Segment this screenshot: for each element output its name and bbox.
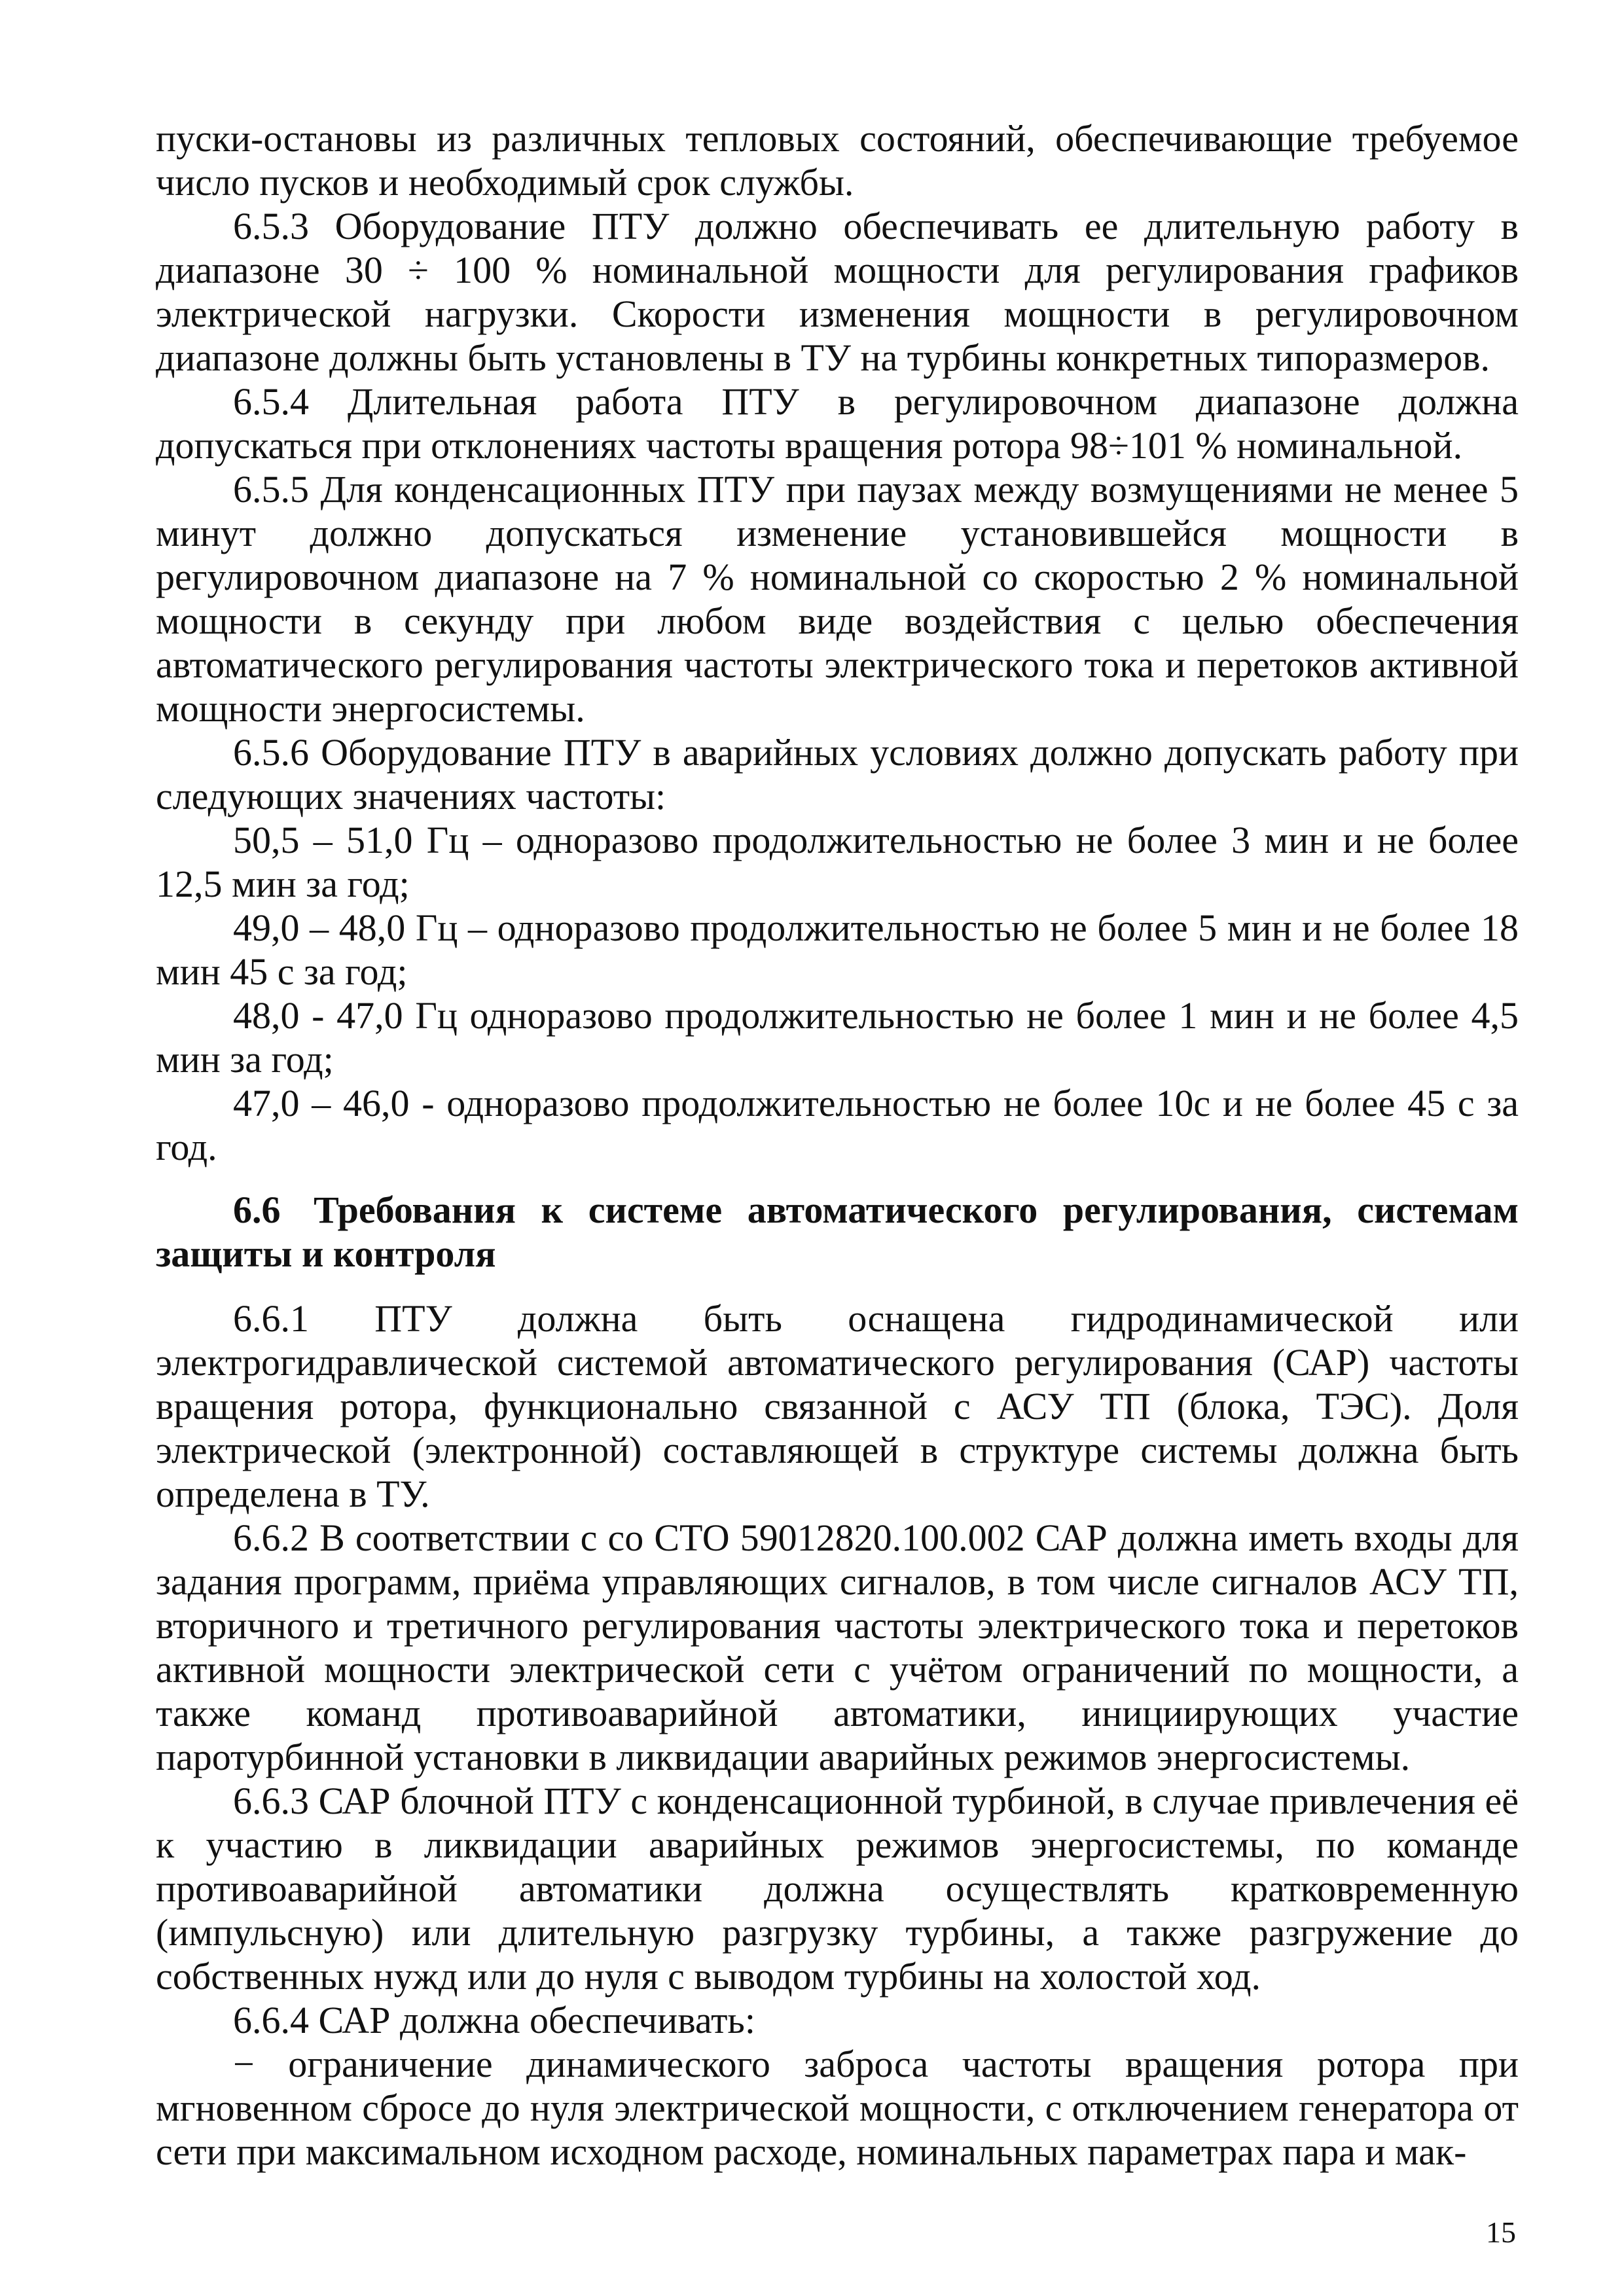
section-heading-6-6: [156, 1188, 1519, 1276]
paragraph-6-6-1: 6.6.1 ПТУ должна быть оснащена гидродинамической или электрогидравлической системой автоматического регулирования (САР) частоты вращения ротора, функционально связанной с АСУ ТП (блока, ТЭС). Доля электрической (электронной) составляющей в структуре системы должна быть определена в ТУ.: [156, 1297, 1519, 1515]
paragraph-6-5-6: 6.5.6 Оборудование ПТУ в аварийных условиях должно допускать работу при следующих значениях частоты:: [156, 731, 1519, 817]
paragraph-continuation: пуски-остановы из различных тепловых состояний, обеспечивающие требуемое число пусков и необходимый срок службы.: [156, 117, 1519, 204]
frequency-item-50-5: 50,5 – 51,0 Гц – одноразово продолжительностью не более 3 мин и не более 12,5 мин за год;: [156, 819, 1519, 905]
frequency-item-48-0: 48,0 - 47,0 Гц одноразово продолжительностью не более 1 мин и не более 4,5 мин за год;: [156, 994, 1519, 1081]
frequency-item-49-0: 49,0 – 48,0 Гц – одноразово продолжительностью не более 5 мин и не более 18 мин 45 с за год;: [156, 906, 1519, 993]
page-content: [156, 117, 1519, 2174]
paragraph-6-6-3: 6.6.3 САР блочной ПТУ с конденсационной турбиной, в случае привлечения её к участию в ликвидации аварийных режимов энергосистемы, по команде противоаварийной автоматики должна осуществлять кратковременную (импульсную) или длительную разгрузку турбины, а также разгружение до собственных нужд или до нуля с выводом турбины на холостой ход.: [156, 1780, 1519, 1998]
paragraph-6-5-3: 6.5.3 Оборудование ПТУ должно обеспечивать ее длительную работу в диапазоне 30 ÷ 100 % номинальной мощности для регулирования графиков электрической нагрузки. Скорости изменения мощности в регулировочном диапазоне должны быть установлены в ТУ на турбины конкретных типоразмеров.: [156, 205, 1519, 379]
bullet-item-dynamic-overshoot: − ограничение динамического заброса частоты вращения ротора при мгновенном сбросе до нуля электрической мощности, с отключением генератора от сети при максимальном исходном расходе, номинальных параметрах пара и мак-: [156, 2043, 1519, 2173]
section-heading-number: 6.6: [233, 1189, 281, 1231]
paragraph-6-6-4: 6.6.4 САР должна обеспечивать:: [233, 1999, 755, 2041]
paragraph-6-5-5: 6.5.5 Для конденсационных ПТУ при паузах между возмущениями не менее 5 минут должно допускаться изменение установившейся мощности в регулировочном диапазоне на 7 % номинальной со скоростью 2 % номинальной мощности в секунду при любом виде воздействия с целью обеспечения автоматического регулирования частоты электрического тока и перетоков активной мощности энергосистемы.: [156, 468, 1519, 730]
frequency-item-47-0: 47,0 – 46,0 - одноразово продолжительностью не более 10с и не более 45 с за год.: [156, 1082, 1519, 1168]
paragraph-6-6-2: 6.6.2 В соответствии с со СТО 59012820.100.002 САР должна иметь входы для задания программ, приёма управляющих сигналов, в том числе сигналов АСУ ТП, вторичного и третичного регулирования частоты электрического тока и перетоков активной мощности электрической сети с учётом ограничений по мощности, а также команд противоаварийной автоматики, инициирующих участие паротурбинной установки в ликвидации аварийных режимов энергосистемы.: [156, 1516, 1519, 1778]
page-number: 15: [1486, 2215, 1516, 2249]
section-heading-title: Требования к системе автоматического регулирования, системам защиты и контроля: [156, 1189, 1519, 1275]
paragraph-6-5-4: 6.5.4 Длительная работа ПТУ в регулировочном диапазоне должна допускаться при отклонениях частоты вращения ротора 98÷101 % номинальной.: [156, 380, 1519, 467]
